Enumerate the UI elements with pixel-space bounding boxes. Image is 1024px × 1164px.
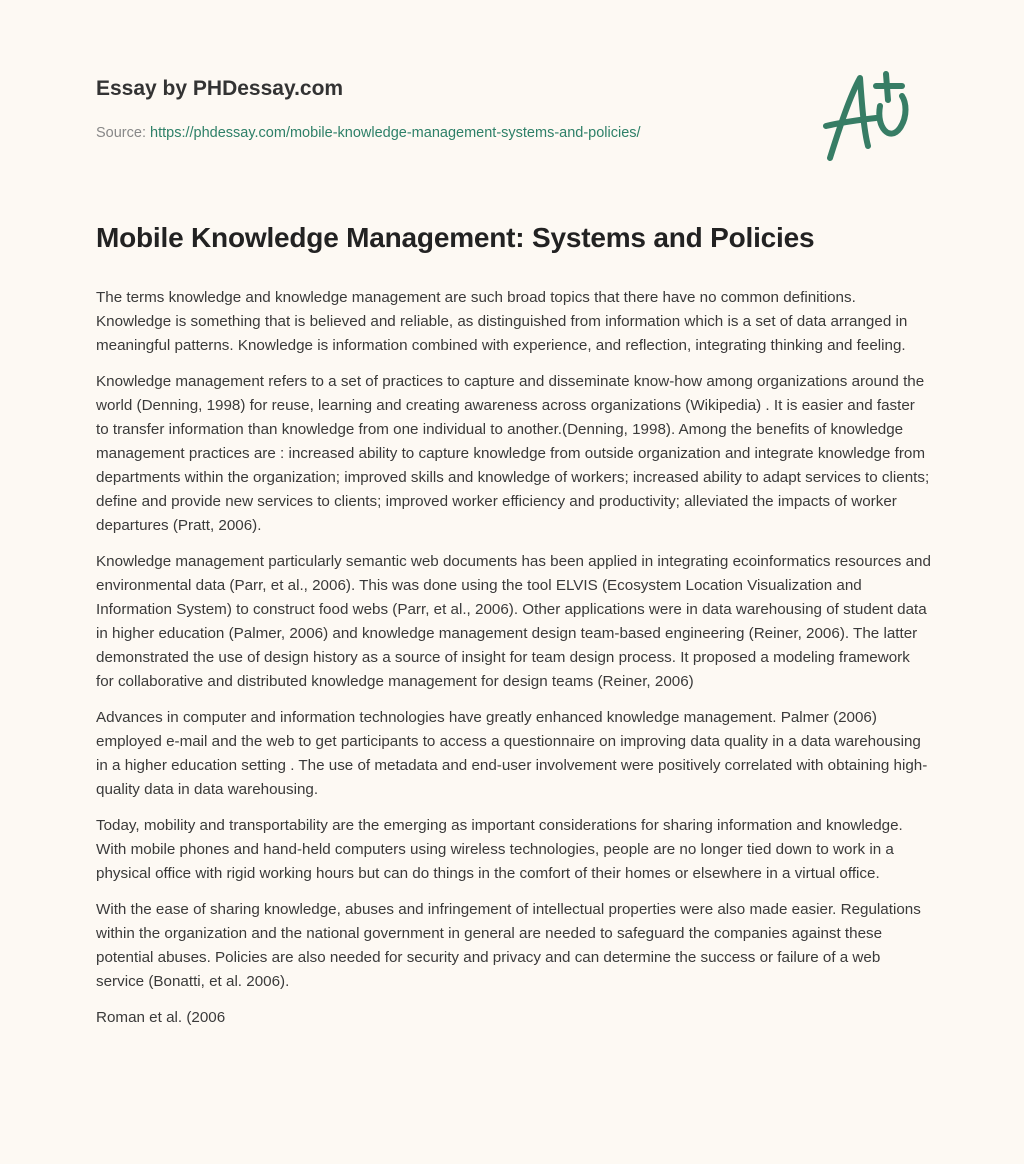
source-label: Source: xyxy=(96,125,146,141)
paragraph: Knowledge management refers to a set of practices to capture and disseminate know-how among organizations around the world (Denning, 1998) for reuse, learning and creating awareness across organizations (Wikipedia) . It is easier and faster to transfer information than knowledge from one individual to another.(Denning, 1998). Among the benefits of knowledge management practices are : increased ability to capture knowledge from outside organization and integrate knowledge from departments within the organization; improved skills and knowledge of workers; increased ability to adapt services to clients; define and provide new services to clients; improved worker efficiency and productivity; alleviated the impacts of worker departures (Pratt, 2006). xyxy=(96,373,930,534)
paragraph: Advances in computer and information technologies have greatly enhanced knowledge management. Palmer (2006) employed e-mail and the web to get participants to access a questionnaire on improving data quality in a data warehousing in a higher education setting . The use of metadata and end-user involvement were positively correlated with obtaining high-quality data in data warehousing. xyxy=(96,709,928,798)
article-body xyxy=(96,286,931,1042)
paragraph: The terms knowledge and knowledge management are such broad topics that there have no common definitions. Knowledge is something that is believed and reliable, as distinguished from information which is a set of data arranged in meaningful patterns. Knowledge is information combined with experience, and reflection, integrating thinking and feeling. xyxy=(96,289,908,354)
source-line xyxy=(96,125,641,141)
a-plus-logo-icon xyxy=(818,66,928,166)
page-header xyxy=(0,0,1024,200)
source-link[interactable]: https://phdessay.com/mobile-knowledge-management-systems-and-policies/ xyxy=(150,125,641,141)
brand-title: Essay by PHDessay.com xyxy=(96,77,344,100)
article-title: Mobile Knowledge Management: Systems and Policies xyxy=(96,222,815,253)
paragraph: Knowledge management particularly semantic web documents has been applied in integrating ecoinformatics resources and environmental data (Parr, et al., 2006). This was done using the tool ELVIS (Ecosystem Location Visualization and Information System) to construct food webs (Parr, et al., 2006). Other applications were in data warehousing of student data in higher education (Palmer, 2006) and knowledge management design team-based engineering (Reiner, 2006). The latter demonstrated the use of design history as a source of insight for team design process. It proposed a modeling framework for collaborative and distributed knowledge management for design teams (Reiner, 2006) xyxy=(96,553,931,690)
paragraph: Roman et al. (2006 xyxy=(96,1009,226,1026)
paragraph: With the ease of sharing knowledge, abuses and infringement of intellectual properties were also made easier. Regulations within the organization and the national government in general are needed to safeguard the companies against these potential abuses. Policies are also needed for security and privacy and can determine the success or failure of a web service (Bonatti, et al. 2006). xyxy=(96,901,921,990)
paragraph: Today, mobility and transportability are the emerging as important considerations for sharing information and knowledge. With mobile phones and hand-held computers using wireless technologies, people are no longer tied down to work in a physical office with rigid working hours but can do things in the comfort of their homes or elsewhere in a virtual office. xyxy=(96,817,903,882)
